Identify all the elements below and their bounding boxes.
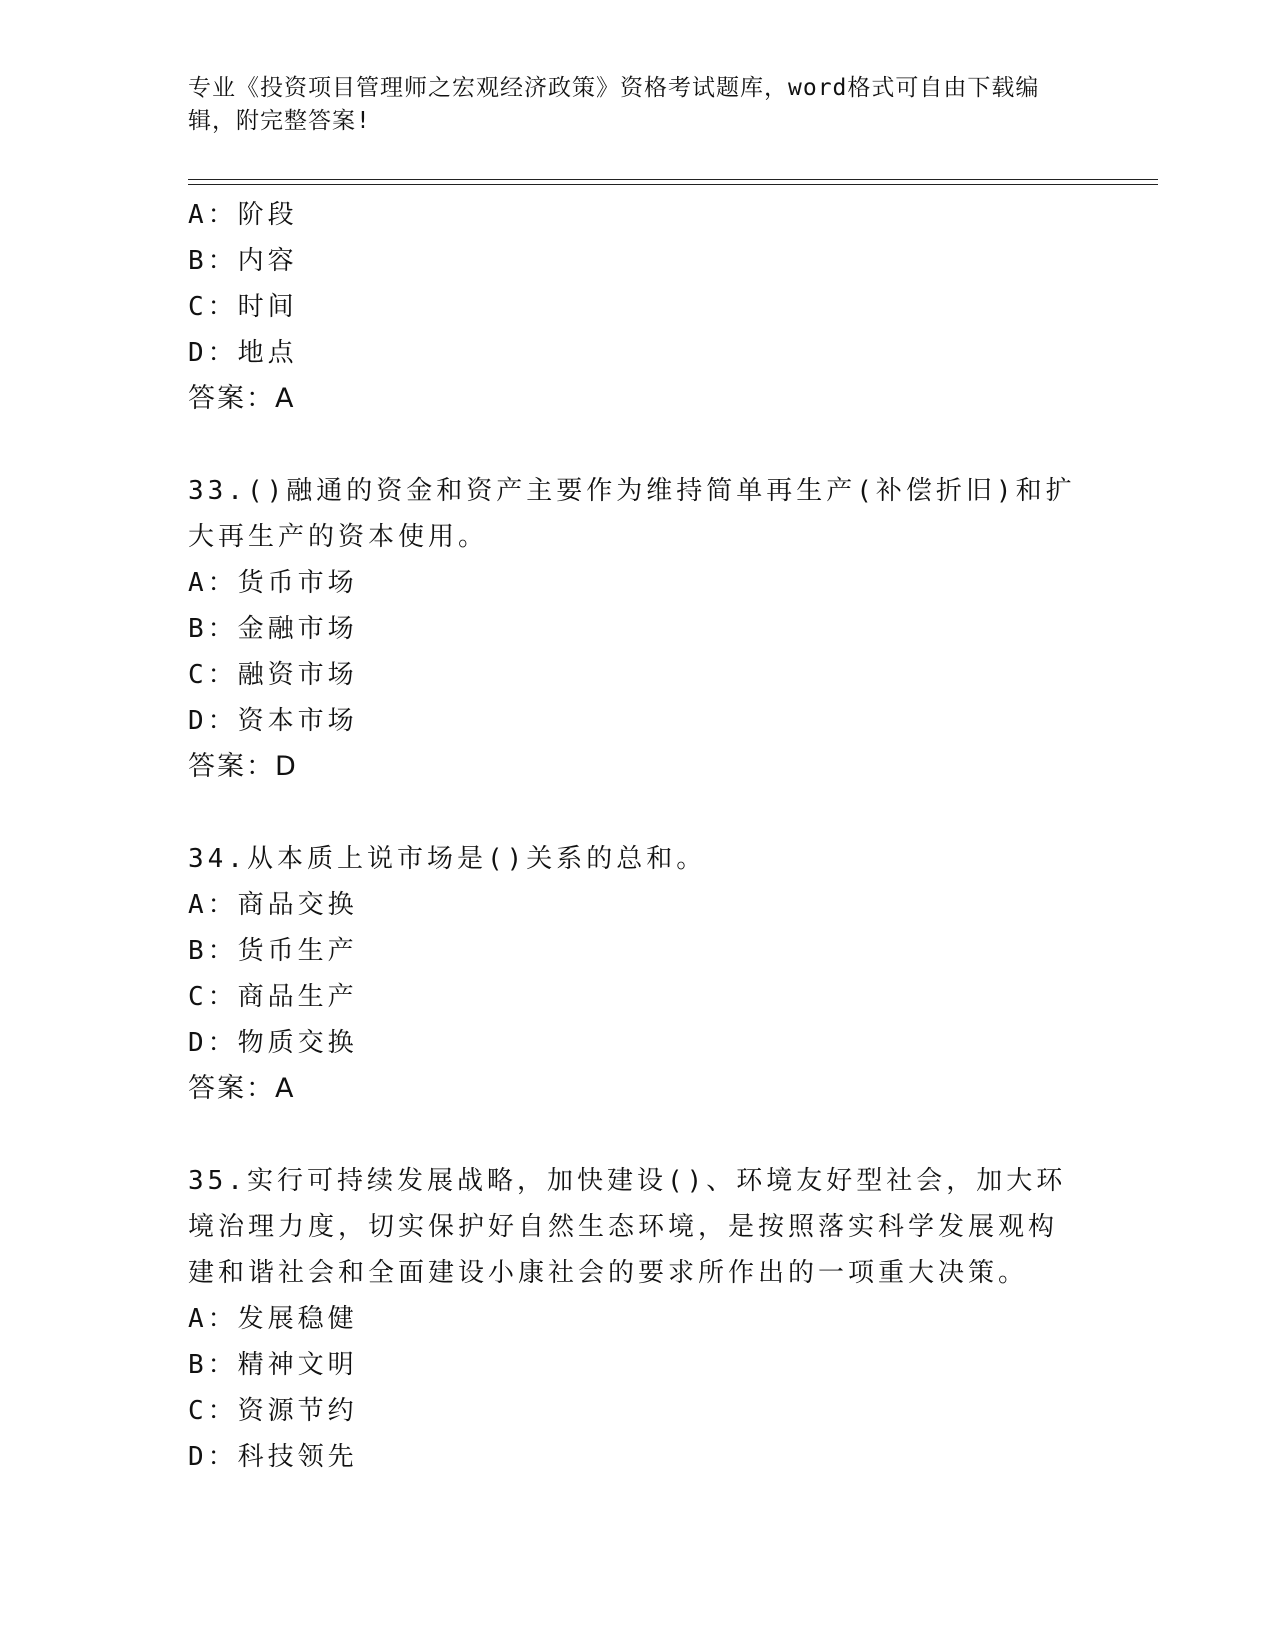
- spacer: [188, 422, 1088, 468]
- option-a: A：阶段: [188, 200, 298, 230]
- question-stem: 33.()融通的资金和资产主要作为维持简单再生产(补偿折旧)和扩大再生产的资本使用。: [188, 476, 1076, 552]
- option-c: C：融资市场: [188, 660, 358, 690]
- option-c: C：资源节约: [188, 1396, 358, 1426]
- option-c: C：商品生产: [188, 982, 358, 1012]
- question-stem: 34.从本质上说市场是()关系的总和。: [188, 844, 707, 874]
- question-35: [188, 1158, 1088, 1480]
- option-b: B：金融市场: [188, 614, 358, 644]
- question-stem: 35.实行可持续发展战略，加快建设()、环境友好型社会，加大环境治理力度，切实保护好自然生态环境，是按照落实科学发展观构建和谐社会和全面建设小康社会的要求所作出的一项重大决策。: [188, 1166, 1067, 1288]
- option-d: D：物质交换: [188, 1028, 358, 1058]
- option-b: B：货币生产: [188, 936, 358, 966]
- question-32-continued: [188, 192, 1088, 422]
- header-line-1: 专业《投资项目管理师之宏观经济政策》资格考试题库，word格式可自由下载编: [188, 75, 1040, 101]
- header-rule-top: [188, 179, 1158, 180]
- question-34: [188, 836, 1088, 1112]
- answer-line: 答案：A: [188, 1073, 296, 1104]
- option-b: B：内容: [188, 246, 298, 276]
- question-33: [188, 468, 1088, 790]
- document-header: [188, 72, 1088, 138]
- option-a: A：发展稳健: [188, 1304, 358, 1334]
- option-c: C：时间: [188, 292, 298, 322]
- option-b: B：精神文明: [188, 1350, 358, 1380]
- option-a: A：货币市场: [188, 568, 358, 598]
- answer-line: 答案：D: [188, 751, 298, 782]
- option-d: D：资本市场: [188, 706, 358, 736]
- spacer: [188, 1112, 1088, 1158]
- question-list: [188, 192, 1088, 1480]
- answer-line: 答案：A: [188, 383, 296, 414]
- spacer: [188, 790, 1088, 836]
- header-line-2: 辑，附完整答案!: [188, 108, 371, 134]
- option-d: D：科技领先: [188, 1442, 358, 1472]
- header-rule-bottom: [188, 184, 1158, 185]
- option-a: A：商品交换: [188, 890, 358, 920]
- option-d: D：地点: [188, 338, 298, 368]
